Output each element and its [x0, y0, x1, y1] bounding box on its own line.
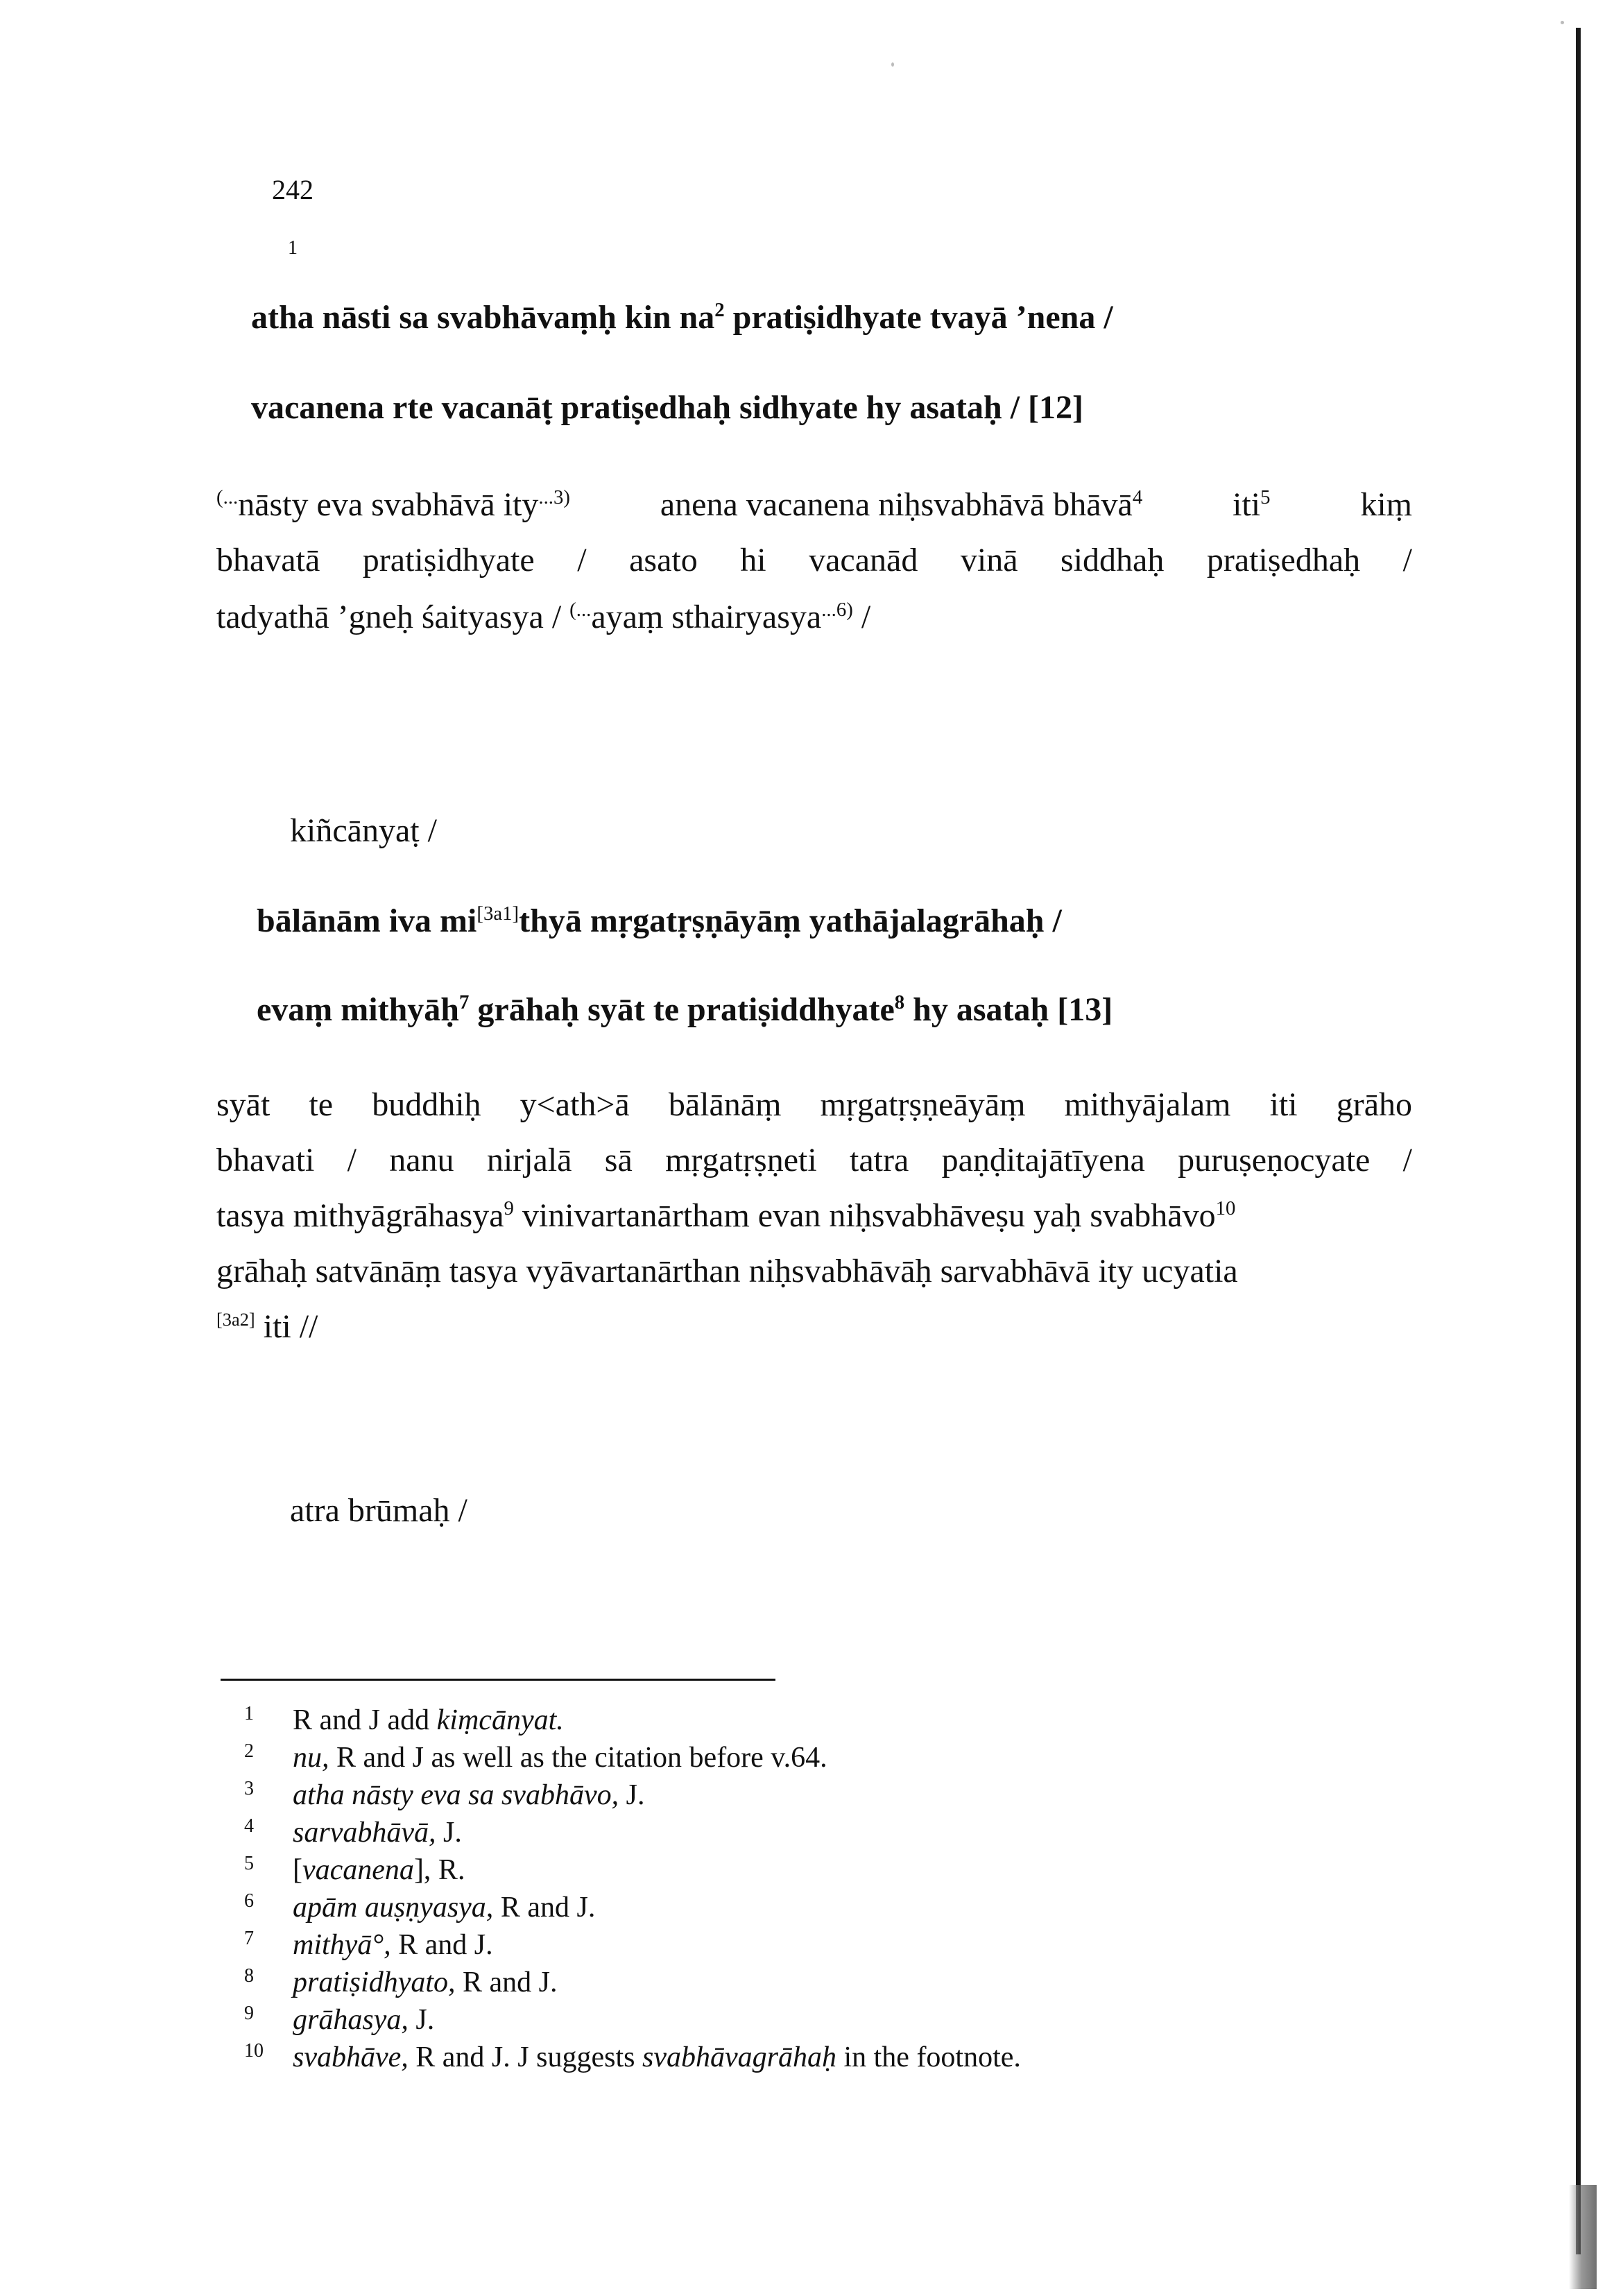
commentary-text: iti	[1233, 486, 1261, 523]
footnote-number: 6	[244, 1890, 254, 1912]
commentary-text: kiṃ	[1360, 486, 1412, 523]
commentary-text: tadyathā ’gneḥ śaityasya /	[216, 599, 570, 635]
verse-12-line-1	[251, 298, 1113, 336]
footnote-3	[244, 1778, 644, 1812]
commentary-13-line-3	[216, 1197, 1235, 1235]
kincanyat-line: kiñcānyaṭ /	[290, 812, 437, 849]
verse-13-line-2	[257, 991, 1113, 1029]
commentary-13-line-1	[216, 1086, 1412, 1124]
commentary-text: iti //	[263, 1308, 318, 1345]
footnote-ref-10: 10	[1215, 1197, 1236, 1219]
footnote-text: J.	[436, 1817, 462, 1849]
footnote-9	[244, 2003, 434, 2037]
footnote-6	[244, 1890, 595, 1924]
footnote-number: 2	[244, 1740, 254, 1762]
footnote-10	[244, 2040, 1021, 2074]
commentary-12-line-1	[216, 486, 1412, 524]
footnote-separator	[221, 1679, 775, 1681]
verse-text: thyā mṛgatṛṣṇāyāṃ yathājalagrāhaḥ /	[519, 902, 1062, 939]
commentary-text: anena vacanena niḥsvabhāvā bhāvā	[660, 486, 1133, 523]
footnote-text: in the footnote.	[836, 2041, 1021, 2073]
commentary-text: tasya mithyāgrāhasya	[216, 1197, 504, 1234]
footnote-text: svabhāve,	[293, 2041, 409, 2073]
commentary-text: nāsty eva svabhāvā ity	[238, 486, 539, 523]
footnote-ref-4: 4	[1132, 486, 1143, 508]
verse-text: evaṃ mithyāḥ	[257, 991, 459, 1028]
footnote-number: 1	[244, 1703, 254, 1724]
footnote-text: kiṃcānyat.	[436, 1704, 564, 1736]
atra-brumah-line: atra brūmaḥ /	[290, 1492, 467, 1529]
commentary-12-line-3	[216, 598, 870, 636]
footnote-ref-9: 9	[504, 1197, 514, 1219]
commentary-segment	[1233, 486, 1270, 524]
footnote-text: svabhāvagrāhaḥ	[642, 2041, 836, 2073]
footnote-number: 4	[244, 1815, 254, 1837]
footnote-1	[244, 1703, 564, 1737]
verse-marker: 1	[288, 237, 298, 259]
footnote-number: 8	[244, 1965, 254, 1987]
footnote-text: J.	[408, 2004, 435, 2036]
commentary-13-line-2	[216, 1141, 1412, 1179]
commentary-13-line-5	[216, 1308, 318, 1346]
commentary-segment	[216, 486, 570, 524]
verse-text: grāhaḥ syāt te pratiṣiddhyate	[469, 991, 895, 1028]
footnote-number: 10	[244, 2040, 264, 2062]
footnote-text: grāhasya,	[293, 2004, 409, 2036]
footnote-2	[244, 1740, 827, 1774]
commentary-text: ayaṃ sthairyasya	[591, 599, 822, 635]
footnote-text: J.	[619, 1779, 645, 1811]
footnote-text: R and J as well as the citation before v.64.	[329, 1742, 827, 1774]
scan-speck	[1561, 21, 1564, 24]
commentary-text: bhavati / nanu nirjalā sā mṛgatṛṣṇeti tatra paṇḍitajātīyena puruṣeṇocyate /	[216, 1142, 1412, 1179]
footnote-ref-7: 7	[458, 991, 470, 1013]
footnote-ref-8: 8	[894, 991, 905, 1013]
verse-13-line-1	[257, 902, 1062, 940]
footnote-number: 3	[244, 1778, 254, 1799]
footnote-text: apām auṣṇyasya,	[293, 1892, 494, 1924]
footnote-8	[244, 1965, 558, 1999]
commentary-text: bhavatā pratiṣidhyate / asato hi vacanād vinā siddhaḥ pratiṣedhaḥ /	[216, 542, 1412, 579]
footnote-number: 9	[244, 2003, 254, 2024]
footnote-text: pratiṣidhyato,	[293, 1967, 456, 1998]
folio-marker: [3a2]	[216, 1309, 255, 1330]
footnote-text: R and J add	[293, 1704, 437, 1736]
page-edge-corner	[1569, 2185, 1597, 2289]
verse-text: pratiṣidhyate tvayā ’nena /	[724, 299, 1113, 336]
footnote-text: ], R.	[413, 1854, 465, 1886]
footnote-text: R and J. J suggests	[408, 2041, 642, 2073]
commentary-text: /	[852, 599, 871, 635]
commentary-text: syāt te buddhiḥ y<ath>ā bālānāṃ mṛgatṛṣṇeāyāṃ mithyājalam iti grāho	[216, 1086, 1412, 1123]
commentary-13-line-4: grāhaḥ satvānāṃ tasya vyāvartanārthan niḥsvabhāvāḥ sarvabhāvā ity ucyatia	[216, 1253, 1238, 1290]
footnote-text: R and J.	[390, 1929, 493, 1961]
page-number: 242	[272, 174, 314, 205]
footnote-text: [	[293, 1854, 302, 1886]
footnote-5	[244, 1853, 465, 1887]
footnote-text: R and J.	[493, 1892, 596, 1924]
footnote-text: mithyā°,	[293, 1929, 391, 1961]
footnote-text: vacanena	[302, 1854, 414, 1886]
quote-open-mark: (...	[216, 486, 239, 508]
verse-text: bālānām iva mi	[257, 902, 477, 939]
footnote-text: nu,	[293, 1742, 329, 1774]
footnote-text: sarvabhāvā,	[293, 1817, 436, 1849]
folio-marker: [3a1]	[476, 902, 519, 925]
commentary-segment	[660, 486, 1142, 524]
quote-close-mark: ...3)	[538, 486, 570, 508]
footnote-7	[244, 1928, 493, 1962]
verse-text: atha nāsti sa svabhāvaṃḥ kin na	[251, 299, 715, 336]
footnote-ref-5: 5	[1260, 486, 1271, 508]
footnote-number: 7	[244, 1928, 254, 1949]
footnote-number: 5	[244, 1853, 254, 1874]
verse-text: hy asataḥ [13]	[904, 991, 1113, 1028]
quote-close-mark: ...6)	[821, 599, 853, 621]
footnote-text: atha nāsty eva sa svabhāvo,	[293, 1779, 619, 1811]
verse-12-line-2: vacanena rte vacanāṭ pratiṣedhaḥ sidhyate hy asataḥ / [12]	[251, 389, 1084, 426]
page-edge-shadow	[1576, 28, 1581, 2254]
footnote-text: R and J.	[455, 1967, 558, 1998]
footnote-ref-2: 2	[714, 299, 725, 321]
scan-speck	[891, 62, 894, 67]
footnote-4	[244, 1815, 462, 1849]
commentary-12-line-2	[216, 541, 1412, 579]
commentary-text: vinivartanārtham evan niḥsvabhāveṣu yaḥ svabhāvo	[522, 1197, 1216, 1234]
quote-open-mark: (...	[569, 599, 592, 621]
